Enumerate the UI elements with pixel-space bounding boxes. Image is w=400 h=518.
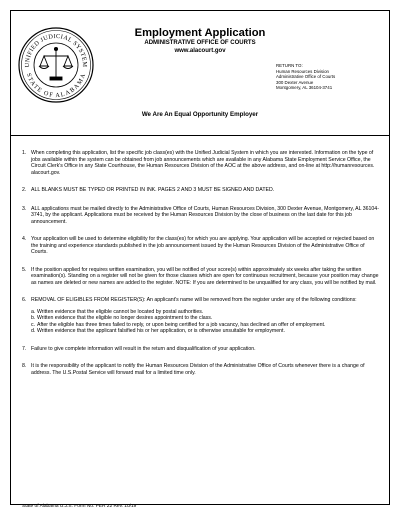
return-to-line: Administrative Office of Courts (276, 74, 336, 80)
return-to-line: Montgomery, AL 36104-3741 (276, 85, 333, 91)
form-number-footer: State of Alabama U.J.S. Form No. PER 22 Rev. 10/19 (22, 504, 137, 509)
item-number: 3. (22, 205, 27, 212)
removal-condition (31, 328, 380, 335)
return-to-address (276, 63, 386, 91)
office-name: ADMINISTRATIVE OFFICE OF COURTS (144, 40, 256, 46)
instruction-item-8 (22, 363, 380, 376)
seal-top-text: UNIFIED JUDICIAL SYSTEM (23, 32, 89, 68)
condition-text: Written evidence that the eligible cannot be located by postal authorities. (37, 308, 204, 315)
instruction-item-4 (22, 236, 380, 256)
item-text: ALL BLANKS MUST BE TYPED OR PRINTED IN INK. PAGES 2 AND 3 MUST BE SIGNED AND DATED. (31, 187, 275, 193)
item-number: 2. (22, 187, 27, 193)
instruction-item-7 (22, 346, 380, 353)
condition-text: Written evidence that the applicant falsified his or her application, or is otherwise unsuitable for employment. (37, 328, 285, 334)
equal-opportunity-statement: We Are An Equal Opportunity Employer (141, 111, 259, 118)
website-url[interactable]: www.alacourt.gov (174, 48, 226, 54)
item-text: It is the responsibility of the applicant to notify the Human Resources Division of the Administrative Office of Courts whenever there is a change of address. The U.S.Postal Service will forward mail for a limited time only. (31, 363, 365, 376)
seal-bottom-text: STATE OF ALABAMA (24, 72, 88, 100)
return-to-line: 300 Dexter Avenue (276, 79, 314, 85)
item-number: 5. (22, 266, 27, 273)
instruction-item-6 (22, 297, 380, 335)
page-title: Employment Application (134, 27, 266, 39)
item-text: REMOVAL OF ELIGIBLES FROM REGISTER(S): An applicant's name will be removed from the register under any of the following conditions: (31, 297, 357, 303)
return-to-line: Human Resources Division (276, 68, 329, 74)
instruction-item-2 (22, 187, 380, 194)
item-number: 8. (22, 363, 27, 369)
item-number: 7. (22, 345, 27, 352)
item-number: 6. (22, 297, 27, 303)
instruction-item-5 (22, 267, 380, 287)
return-to-label: RETURN TO: (276, 63, 303, 68)
item-text: ALL applications must be mailed directly to the Administrative Office of Courts, Human Resources Division, 300 Dexter Avenue, Montgomery, AL 36104-3741, by the applicant. Applications must be received by the Human Resources Division by the close of business on the last date for this job announcement. (31, 205, 379, 225)
instruction-item-3 (22, 206, 380, 226)
item-number: 1. (22, 150, 27, 156)
condition-letter: a. (31, 308, 36, 315)
item-text: When completing this application, list the specific job class(es) with the Unified Judicial System in which you are interested. Information on the type of jobs available within the system can be obtained from job announcements which are available in any Alabama State Employment Service Office, the Circuit Clerk's Office in any State Courthouse, the Human Resources Division of the AOC at the above address, and on-line at http://humanresources. alacourt.gov. (31, 150, 375, 176)
condition-letter: d. (31, 328, 36, 334)
item-number: 4. (22, 236, 27, 242)
condition-text: After the eligible has three times failed to reply, or upon being certified for a job vacancy, has declined an offer of employment. (37, 321, 326, 328)
condition-letter: b. (31, 315, 36, 321)
item-text: If the position applied for requires written examination, you will be notified of your score(s) within approximately six weeks after taking the written examination(s). Standing on a register will not be given for those classes which are open for continuous recruitment, because your position may change as names are deleted or new names are added to the register. NOTE: If you are determined to be unqualified for any class, you will be notified by mail. (31, 266, 379, 286)
item-text: Failure to give complete information will result in the return and disqualification of your application. (31, 345, 256, 352)
condition-letter: c. (31, 321, 36, 328)
condition-text: Written evidence that the eligible no longer desires appointment to the class. (37, 315, 213, 321)
instructions-list (22, 150, 380, 376)
instruction-item-1 (22, 150, 380, 176)
item-text: Your application will be used to determine eligibility for the class(es) for which you are applying. Your application will be accepted or rejected based on the training and experience standards published in the job announcement issued by the Human Resources Division of the Administrative Office of Courts. (31, 236, 375, 255)
header-divider (10, 135, 390, 136)
